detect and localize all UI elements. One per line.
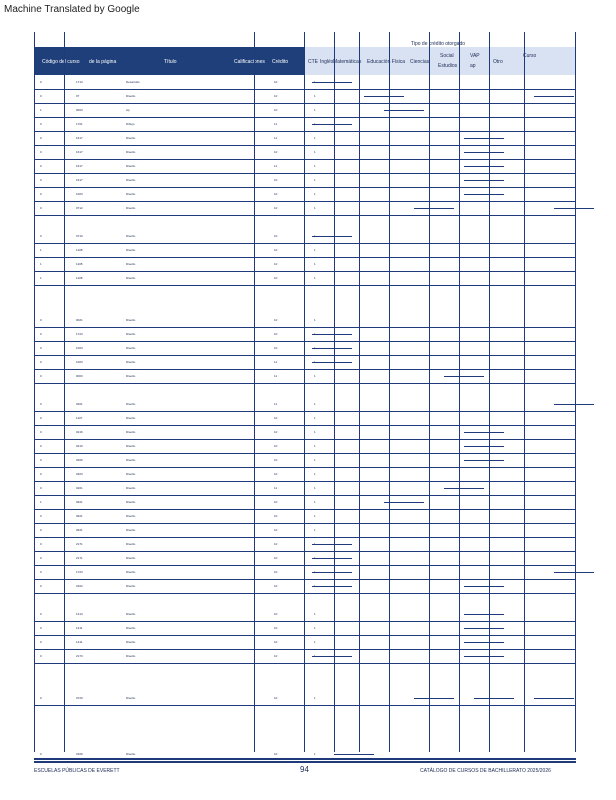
footer-rule	[34, 758, 576, 760]
row-code: 1413	[76, 612, 83, 616]
header-studies: Estudios	[438, 63, 458, 69]
row-code: 0712	[76, 206, 83, 210]
credit-marker	[312, 124, 352, 125]
row-page: 0	[40, 556, 42, 560]
header-course: Curso	[523, 53, 537, 59]
credit-marker	[464, 194, 504, 195]
row-grade: 10	[274, 444, 278, 448]
row-credit: 1	[314, 458, 316, 462]
table-row	[34, 453, 576, 468]
row-title: Diseño	[126, 528, 136, 532]
header-social: Social	[440, 53, 454, 59]
row-code: 07	[76, 94, 80, 98]
row-title: Diseño	[126, 430, 136, 434]
row-credit: 1	[314, 612, 316, 616]
table-row	[34, 481, 576, 496]
row-credit: 1	[314, 276, 316, 280]
header-math: Matemáticas	[333, 59, 362, 65]
header-english: Inglés	[320, 59, 334, 65]
row-credit: 1	[314, 150, 316, 154]
header-pe: Educación Física	[367, 59, 406, 65]
row-grade: 10	[274, 612, 278, 616]
row-page: 0	[40, 542, 42, 546]
row-code: 0201	[76, 486, 83, 490]
row-page: 0	[40, 122, 42, 126]
row-page: 0	[40, 640, 42, 644]
row-grade: 10	[274, 206, 278, 210]
credit-marker	[444, 376, 484, 377]
row-grade: 10	[274, 150, 278, 154]
row-title: Diseño	[126, 136, 136, 140]
credit-marker	[464, 656, 504, 657]
row-page: 1	[40, 108, 42, 112]
credit-marker	[554, 572, 594, 573]
row-code: 0621	[76, 528, 83, 532]
row-credit: 1	[314, 94, 316, 98]
credit-type-heading: Tipo de crédito otorgado	[300, 38, 576, 51]
row-title: Diseño	[126, 402, 136, 406]
row-credit: 1	[314, 444, 316, 448]
credit-marker	[464, 446, 504, 447]
row-title: Diseño	[126, 332, 136, 336]
row-grade: 10	[274, 318, 278, 322]
table-row	[34, 243, 576, 258]
row-title: Diseño	[126, 654, 136, 658]
row-grade: 10	[274, 94, 278, 98]
row-grade: 11	[274, 374, 278, 378]
row-title: Diseño	[126, 164, 136, 168]
row-page: 1	[40, 248, 42, 252]
credit-marker	[464, 432, 504, 433]
credit-marker	[464, 460, 504, 461]
row-code: 1723	[76, 332, 83, 336]
header-vap: VAP	[470, 53, 480, 59]
row-grade: 10	[274, 570, 278, 574]
row-grade: 11	[274, 402, 278, 406]
row-title: Diseño	[126, 94, 136, 98]
row-page: 0	[40, 696, 42, 700]
table-row	[34, 271, 576, 286]
row-grade: 10	[274, 80, 278, 84]
row-title: Dibujo	[126, 122, 135, 126]
row-code: 1411	[76, 626, 83, 630]
header-title: Título	[164, 59, 177, 65]
row-grade: 11	[274, 122, 278, 126]
row-grade: 10	[274, 626, 278, 630]
credit-marker	[444, 488, 484, 489]
page-number: 94	[300, 765, 309, 774]
row-code: 1617	[76, 136, 83, 140]
credit-marker	[414, 208, 454, 209]
table-row	[34, 691, 576, 706]
row-code: 1003	[76, 360, 83, 364]
credit-marker	[464, 586, 504, 587]
row-code: 1108	[76, 276, 83, 280]
row-grade: 10	[274, 528, 278, 532]
row-page: 0	[40, 150, 42, 154]
row-title: Diseño	[126, 626, 136, 630]
row-page: 0	[40, 472, 42, 476]
row-grade: 10	[274, 752, 278, 756]
credit-marker	[312, 334, 352, 335]
header-course-code: Código del curso	[42, 59, 80, 65]
row-credit: 1	[314, 108, 316, 112]
row-page: 1	[40, 276, 42, 280]
row-title: Diseño	[126, 458, 136, 462]
row-grade: 11	[274, 360, 278, 364]
credit-marker	[554, 208, 594, 209]
table-row	[34, 313, 576, 328]
row-grade: 10	[274, 178, 278, 182]
row-page: 0	[40, 318, 42, 322]
table-row	[34, 75, 576, 90]
credit-marker	[312, 82, 352, 83]
row-title: Ap	[126, 108, 130, 112]
credit-marker	[384, 110, 424, 111]
row-grade: 11	[274, 136, 278, 140]
row-code: 0162	[76, 584, 83, 588]
row-code: 1617	[76, 164, 83, 168]
row-title: Diseño	[126, 612, 136, 616]
row-page: 0	[40, 206, 42, 210]
row-grade: 10	[274, 430, 278, 434]
table-row	[34, 537, 576, 552]
row-page: 0	[40, 80, 42, 84]
table-row	[34, 509, 576, 524]
row-grade: 10	[274, 234, 278, 238]
table-row	[34, 565, 576, 580]
row-grade: 10	[274, 108, 278, 112]
row-credit: 1	[314, 206, 316, 210]
row-credit: 1	[314, 472, 316, 476]
row-code: 1713	[76, 80, 83, 84]
credit-marker	[464, 166, 504, 167]
row-credit: 1	[314, 318, 316, 322]
row-page: 0	[40, 458, 42, 462]
credit-marker	[534, 698, 574, 699]
credit-marker	[414, 698, 454, 699]
row-credit: 1	[314, 626, 316, 630]
row-code: 2171	[76, 556, 83, 560]
row-code: 0710	[76, 234, 83, 238]
credit-marker	[364, 96, 404, 97]
row-code: 1701	[76, 122, 83, 126]
row-code: 1003	[76, 346, 83, 350]
row-code: 0621	[76, 514, 83, 518]
row-title: Desarrollo	[126, 80, 140, 84]
table-row	[34, 495, 576, 510]
row-code: 0210	[76, 444, 83, 448]
header-grades: Calificaciones	[234, 59, 265, 65]
row-code: 1107	[76, 416, 83, 420]
row-code: 0201	[76, 402, 83, 406]
credit-marker	[312, 572, 352, 573]
row-page: 0	[40, 444, 42, 448]
table-row	[34, 257, 576, 272]
row-page: 0	[40, 654, 42, 658]
credit-marker	[312, 544, 352, 545]
row-page: 0	[40, 360, 42, 364]
credit-marker	[464, 614, 504, 615]
credit-marker	[334, 754, 374, 755]
credit-marker	[464, 642, 504, 643]
row-code: 0021	[76, 318, 83, 322]
table-row	[34, 89, 576, 104]
row-code: 2173	[76, 654, 83, 658]
row-credit: 1	[314, 262, 316, 266]
row-title: Diseño	[126, 486, 136, 490]
header-other: Otro	[493, 59, 503, 65]
table-row	[34, 621, 576, 636]
footer-district: ESCUELAS PÚBLICAS DE EVERETT	[34, 768, 120, 774]
row-code: 0216	[76, 430, 83, 434]
row-code: 1617	[76, 178, 83, 182]
row-credit: 1	[314, 528, 316, 532]
row-credit: 1	[314, 374, 316, 378]
row-grade: 10	[274, 654, 278, 658]
row-grade: 10	[274, 332, 278, 336]
row-grade: 11	[274, 486, 278, 490]
row-page: 0	[40, 234, 42, 238]
table-row	[34, 173, 576, 188]
row-credit: 1	[314, 164, 316, 168]
row-title: Diseño	[126, 542, 136, 546]
table-row	[34, 439, 576, 454]
row-grade: 10	[274, 458, 278, 462]
row-title: Diseño	[126, 696, 136, 700]
row-code: 0169	[76, 752, 83, 756]
header-page: de la página	[89, 59, 117, 65]
row-title: Diseño	[126, 584, 136, 588]
table-row	[34, 425, 576, 440]
row-code: 0003	[76, 108, 83, 112]
row-page: 0	[40, 612, 42, 616]
row-credit: 1	[314, 752, 316, 756]
table-row	[34, 117, 576, 132]
table-row	[34, 467, 576, 482]
table-row	[34, 229, 576, 244]
row-credit: 1	[314, 416, 316, 420]
machine-translated-banner: Machine Translated by Google	[4, 4, 140, 15]
credit-marker	[554, 404, 594, 405]
row-title: Diseño	[126, 192, 136, 196]
row-title: Diseño	[126, 570, 136, 574]
row-title: Diseño	[126, 178, 136, 182]
row-grade: 10	[274, 514, 278, 518]
row-title: Diseño	[126, 444, 136, 448]
row-grade: 10	[274, 192, 278, 196]
row-code: 1003	[76, 192, 83, 196]
row-title: Diseño	[126, 346, 136, 350]
row-title: Diseño	[126, 318, 136, 322]
row-title: Diseño	[126, 752, 136, 756]
table-row	[34, 551, 576, 566]
row-grade: 10	[274, 262, 278, 266]
credit-marker	[464, 628, 504, 629]
row-credit: 1	[314, 514, 316, 518]
table-row	[34, 411, 576, 426]
row-title: Diseño	[126, 276, 136, 280]
row-credit: 1	[314, 486, 316, 490]
row-page: 0	[40, 584, 42, 588]
table-row	[34, 201, 576, 216]
row-code: 1617	[76, 150, 83, 154]
row-page: 0	[40, 402, 42, 406]
table-row	[34, 579, 576, 594]
row-code: 1108	[76, 248, 83, 252]
row-title: Diseño	[126, 234, 136, 238]
row-page: 0	[40, 570, 42, 574]
row-page: 0	[40, 374, 42, 378]
row-grade: 10	[274, 346, 278, 350]
row-page: 0	[40, 136, 42, 140]
header-cte: CTE	[308, 59, 318, 65]
table-row	[34, 635, 576, 650]
header-ap: ap	[470, 63, 476, 69]
row-grade: 11	[274, 164, 278, 168]
table-row	[34, 369, 576, 384]
row-page: 0	[40, 178, 42, 182]
row-code: 0206	[76, 458, 83, 462]
table-row	[34, 607, 576, 622]
row-credit: 1	[314, 402, 316, 406]
row-page: 1	[40, 262, 42, 266]
row-credit: 1	[314, 136, 316, 140]
row-grade: 10	[274, 248, 278, 252]
table-row	[34, 327, 576, 342]
row-grade: 10	[274, 276, 278, 280]
header-science: Ciencias	[410, 59, 430, 65]
credit-marker	[384, 502, 424, 503]
table-row	[34, 145, 576, 160]
row-page: 0	[40, 332, 42, 336]
credit-marker	[312, 236, 352, 237]
row-page: 1	[40, 500, 42, 504]
credit-marker	[312, 656, 352, 657]
row-credit: 1	[314, 696, 316, 700]
table-row	[34, 103, 576, 118]
row-grade: 10	[274, 542, 278, 546]
credit-marker	[312, 558, 352, 559]
table-row	[34, 649, 576, 664]
row-code: 0403	[76, 472, 83, 476]
row-page: 0	[40, 416, 42, 420]
row-title: Diseño	[126, 416, 136, 420]
row-credit: 1	[314, 430, 316, 434]
row-page: 0	[40, 94, 42, 98]
credit-marker	[312, 348, 352, 349]
credit-marker	[464, 138, 504, 139]
footer-catalog-title: CATÁLOGO DE CURSOS DE BACHILLERATO 2025/2026	[420, 768, 551, 774]
row-grade: 10	[274, 472, 278, 476]
row-title: Diseño	[126, 262, 136, 266]
row-page: 0	[40, 528, 42, 532]
row-credit: 1	[314, 178, 316, 182]
table-row	[34, 131, 576, 146]
row-page: 0	[40, 164, 42, 168]
credit-marker	[312, 586, 352, 587]
credit-marker	[312, 362, 352, 363]
row-code: 1411	[76, 640, 83, 644]
row-page: 0	[40, 346, 42, 350]
row-page: 0	[40, 486, 42, 490]
row-credit: 1	[314, 248, 316, 252]
row-grade: 10	[274, 556, 278, 560]
row-page: 0	[40, 192, 42, 196]
row-title: Diseño	[126, 514, 136, 518]
table-row	[34, 159, 576, 174]
table-row	[34, 355, 576, 370]
credit-marker	[464, 180, 504, 181]
row-page: 0	[40, 430, 42, 434]
row-code: 0621	[76, 500, 83, 504]
row-title: Diseño	[126, 556, 136, 560]
row-title: Diseño	[126, 150, 136, 154]
row-grade: 10	[274, 584, 278, 588]
row-code: 2171	[76, 542, 83, 546]
row-code: 1723	[76, 570, 83, 574]
row-credit: 1	[314, 640, 316, 644]
table-row	[34, 523, 576, 538]
row-title: Diseño	[126, 640, 136, 644]
row-grade: 10	[274, 696, 278, 700]
row-code: 0720	[76, 696, 83, 700]
row-title: Diseño	[126, 374, 136, 378]
row-credit: 1	[314, 192, 316, 196]
credit-marker	[534, 96, 574, 97]
table-row	[34, 397, 576, 412]
row-title: Diseño	[126, 206, 136, 210]
row-code: 0003	[76, 374, 83, 378]
row-title: Diseño	[126, 248, 136, 252]
table-row	[34, 187, 576, 202]
row-page: 0	[40, 626, 42, 630]
row-title: Diseño	[126, 360, 136, 364]
row-grade: 10	[274, 500, 278, 504]
credit-marker	[474, 698, 514, 699]
row-grade: 10	[274, 416, 278, 420]
row-credit: 1	[314, 500, 316, 504]
row-title: Diseño	[126, 500, 136, 504]
row-title: Diseño	[126, 472, 136, 476]
credit-marker	[464, 152, 504, 153]
table-row	[34, 341, 576, 356]
row-page: 0	[40, 752, 42, 756]
header-credit: Crédito	[272, 59, 289, 65]
row-page: 0	[40, 514, 42, 518]
row-code: 1108	[76, 262, 83, 266]
footer-rule-thin	[34, 762, 576, 763]
row-grade: 10	[274, 640, 278, 644]
